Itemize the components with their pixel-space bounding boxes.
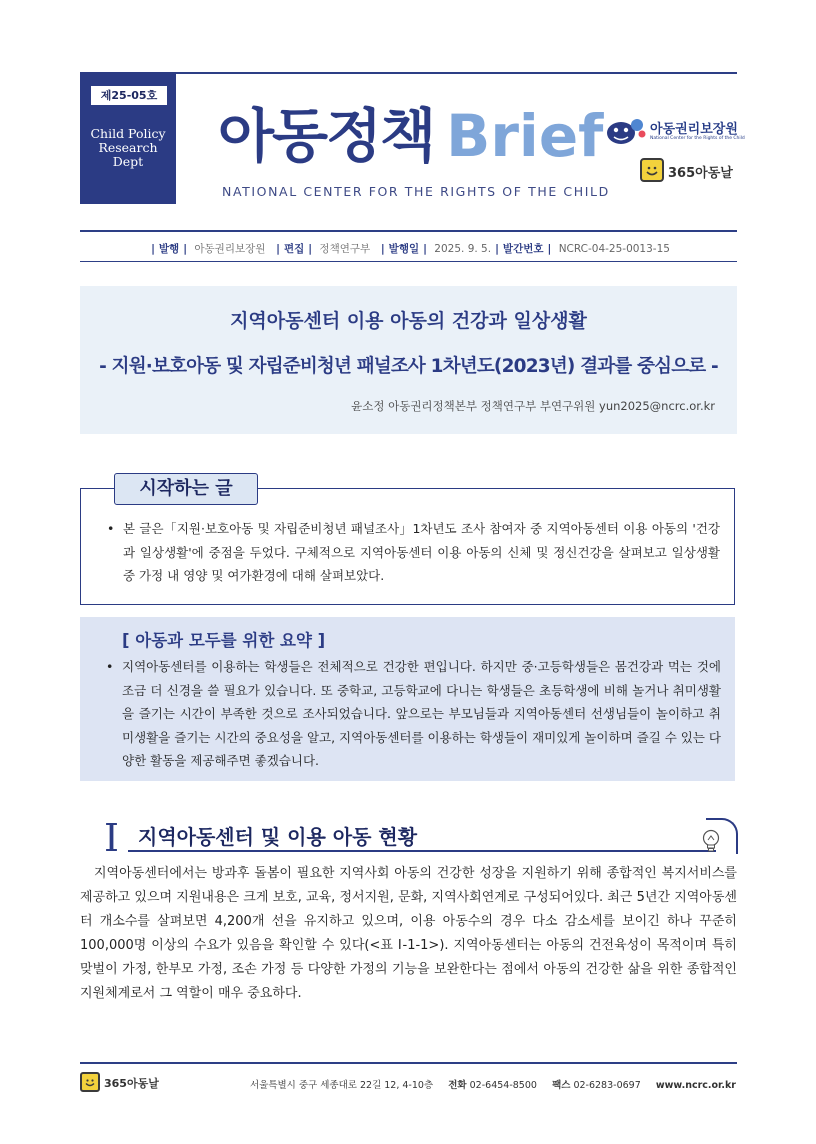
- publisher-value: 아동권리보장원: [194, 243, 266, 255]
- intro-bullet: •: [107, 521, 115, 536]
- date-label: 발행일: [388, 243, 420, 255]
- brief-title-ko: 아동정책: [218, 102, 435, 170]
- footer-contact: [250, 1077, 736, 1091]
- dept-line-3: Dept: [112, 154, 144, 169]
- footer-tel-label: 전화: [448, 1080, 467, 1091]
- ncrc-emblem-icon: [606, 116, 646, 146]
- brief-title: [218, 98, 603, 174]
- lightbulb-icon: [700, 828, 722, 856]
- section-underline: [128, 850, 716, 852]
- issue-number: 제25-05호: [91, 86, 167, 105]
- footer-website[interactable]: www.ncrc.or.kr: [655, 1080, 736, 1091]
- summary-bullet: •: [106, 659, 114, 674]
- dept-line-2: Research: [98, 140, 158, 155]
- article-subtitle: - 지원·보호아동 및 자립준비청년 패널조사 1차년도(2023년) 결과를 중심으로 -: [99, 356, 718, 377]
- section-body: 지역아동센터에서는 방과후 돌봄이 필요한 지역사회 아동의 건강한 성장을 지원하기 위해 종합적인 복지서비스를 제공하고 있으며 지원내용은 크게 보호, 교육, 정서지원, 문화, 지역사회연계로 구성되어있다. 최근 5년간 지역아동센터 개소수를 살펴보면 4,200개 선을 유지하고 있으며, 이용 아동수의 경우 다소 감소세를 보이긴 하나 꾸준히 100,000명 이상의 수요가 있음을 확인할 수 있다(<표 Ⅰ-1-1>). 지역아동센터는 아동의 건전육성이 목적이며 특히 맞벌이 가정, 한부모 가정, 조손 가정 등 다양한 가정의 기능을 보완한다는 점에서 아동의 건강한 삶을 위한 종합적인 지원체계로서 그 역할이 매우 중요하다.: [80, 866, 737, 1001]
- ncrc-logo-sub: National Center for the Rights of the Child: [650, 136, 745, 141]
- logo-365-text: 365아동날: [668, 166, 733, 181]
- intro-text: 본 글은「지원·보호아동 및 자립준비청년 패널조사」1차년도 조사 참여자 중 지역아동센터 이용 아동의 '건강과 일상생활'에 중점을 두었다. 구체적으로 지역아동센터 이용 아동의 신체 및 정신건강을 살펴보고 일상생활 중 가정 내 영양 및 여가환경에 대해 살펴보았다.: [123, 521, 720, 583]
- smile-icon: [640, 158, 664, 182]
- summary-text: 지역아동센터를 이용하는 학생들은 전체적으로 건강한 편입니다. 하지만 중·고등학생들은 몸건강과 먹는 것에 조금 더 신경을 쓸 필요가 있습니다. 또 중학교, 고등학교에 다니는 학생들은 초등학생에 비해 놀거나 취미생활을 즐기는 시간이 부족한 것으로 조사되었습니다. 앞으로는 부모님들과 지역아동센터 선생님들이 놀이하고 취미생활을 즐기는 시간의 중요성을 알고, 지역아동센터를 이용하는 학생들이 재미있게 놀이하며 즐길 수 있는 다양한 활동을 제공해주면 좋겠습니다.: [122, 659, 722, 768]
- top-rule: [80, 72, 737, 74]
- date-value: 2025. 9. 5.: [434, 243, 492, 255]
- title-box: [80, 286, 737, 434]
- footer-fax: 02-6283-0697: [573, 1080, 641, 1091]
- number-value: NCRC-04-25-0013-15: [558, 243, 670, 255]
- ncrc-logo-name: 아동권리보장원: [650, 122, 738, 137]
- article-title: 지역아동센터 이용 아동의 건강과 일상생활: [230, 310, 587, 332]
- footer-rule: [80, 1062, 737, 1064]
- number-label: 발간번호: [502, 243, 544, 255]
- ncrc-logo: [606, 116, 745, 146]
- editor-value: 정책연구부: [319, 243, 371, 255]
- publication-meta: | 발행 | 아동권리보장원 | 편집 | 정책연구부 | 발행일 | 2025. 9. 5. | 발간번호 | NCRC-04-25-0013-15: [80, 230, 737, 262]
- summary-heading: [ 아동과 모두를 위한 요약 ]: [122, 631, 326, 650]
- org-english-name: NATIONAL CENTER FOR THE RIGHTS OF THE CHILD: [222, 184, 610, 199]
- intro-heading-tab: [114, 473, 258, 505]
- footer-logo-text: 365아동날: [104, 1077, 159, 1090]
- dept-label: [80, 127, 176, 169]
- brief-title-en: Brief: [446, 102, 604, 170]
- summary-box: [80, 617, 735, 781]
- footer-smile-icon: [80, 1072, 100, 1092]
- logo-365: [640, 158, 740, 186]
- footer-tel: 02-6454-8500: [469, 1080, 537, 1091]
- dept-line-1: Child Policy: [90, 126, 166, 141]
- editor-label: 편집: [283, 243, 305, 255]
- publisher-label: 발행: [158, 243, 180, 255]
- footer-logo: [80, 1072, 170, 1096]
- intro-box: [80, 488, 735, 605]
- footer-address: 서울특별시 중구 세종대로 22길 12, 4-10층: [249, 1080, 434, 1091]
- intro-heading: 시작하는 글: [139, 478, 233, 499]
- footer-fax-label: 팩스: [552, 1080, 571, 1091]
- section-title: 지역아동센터 및 이용 아동 현황: [138, 825, 418, 849]
- section-number: I: [104, 816, 120, 860]
- author-line: 윤소정 아동권리정책본부 정책연구부 부연구위원 yun2025@ncrc.or.kr: [351, 399, 715, 413]
